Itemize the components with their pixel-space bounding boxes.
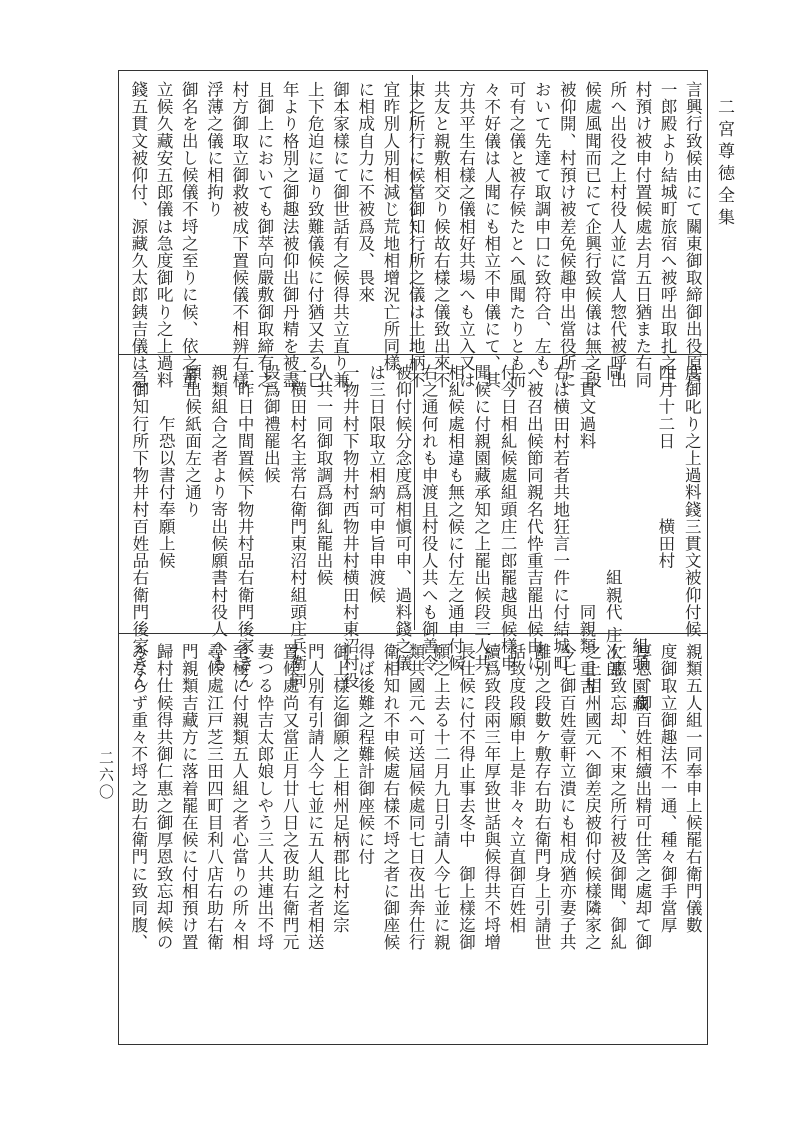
text-column: 束之所行に候當御知行所之儀は土地柄不 (406, 81, 426, 389)
text-column: 右之通何れも申渡且村役人共へも御善令 (419, 364, 439, 672)
text-column: 聞候に付親園藏承知之上罷出候段三人共 (471, 364, 491, 672)
text-column: 乍恐以書付奉願上候 (156, 364, 176, 570)
text-column: 錢五貫文被仰付、源藏久太郎銕吉儀は急 (128, 81, 148, 389)
text-column: へ被召出候節同親名代忰重吉罷出候由に (524, 364, 544, 672)
text-column: 段爲御禮罷出候 (261, 364, 281, 484)
text-column: 妻つる忰吉太郎娘しやう三人共連出不埒 (254, 643, 274, 951)
text-column: 四月十二日 横田村 (655, 364, 675, 570)
text-column: 願之上去る十二月九日引請人今七並に親 (431, 643, 451, 951)
text-column: 言興行致候由にて關東御取締御出役原戸 (683, 81, 703, 389)
text-column: 親類組合之者より寄出候願書村役人へも (208, 364, 228, 672)
text-column: 宜昨別人別相減じ荒地相增況亡所同樣 (380, 81, 400, 372)
text-column: 一横田村名主常右衛門東沼村組頭庄兵衛同 (287, 364, 307, 689)
text-column: 上下危迫に逼り致難儀候に付猶又去る巳 (305, 81, 325, 389)
text-column: 御名を出し候儀不埒之至りに候、依之重 (179, 81, 199, 389)
text-column: 歸村仕候得共御仁惠之御厚恩致忘却候の (154, 643, 174, 951)
text-column: 厚恩、御百姓相續出精可仕筈之處却て御 (632, 643, 652, 951)
text-column: 々不好儀は人聞にも相立不申儀にて、其 (481, 81, 501, 389)
text-column: 被仰開、村預け被差免候趣申出當役所に (557, 81, 577, 389)
text-column: 至極に付親類五人組之者心當りの所々相 (229, 643, 249, 951)
text-column: 一昨日中間置候下物井村品右衛門後家きん (235, 364, 255, 689)
text-column: 一物井村下物井村西物井村横田村東沼村役 (340, 364, 360, 689)
text-column: 衛相知れ不申候處右樣不埒之者に御座候 (380, 643, 400, 951)
text-column: 且御上においても御萃向嚴敷御取締有之 (254, 81, 274, 389)
text-column: 話致度段願申上是非々々立直御百姓相 (506, 643, 526, 934)
text-column: 御本家樣にて御世話有之候得共立直り兼 (330, 81, 350, 389)
text-column: 御上樣迄御願之上相州足柄郡比村迄宗 (330, 643, 350, 934)
text-column: 浮薄之儀に相拘り (204, 81, 224, 218)
text-column: 三貫文過料 同親類 重吉 (577, 364, 596, 695)
text-column: 可有之儀と被存候たとへ風聞たりとも而 (506, 81, 526, 389)
text-column: 同 組親代 庄次郎 (603, 364, 623, 678)
text-column: 長仕候に付不得止事去冬中 御上樣迄御 (456, 643, 476, 951)
text-column: 組頭 園藏 (629, 364, 649, 712)
text-column: 願出候紙面左之通り (182, 364, 202, 518)
upper-text-section (119, 75, 707, 389)
text-column: 離別之段數ケ敷存右助右衛門身上引請世 (532, 643, 552, 951)
text-column: 村預け被申付置候處去月五日猶また右同 (632, 81, 652, 389)
text-column: 所へ出役之上村役人並に當人惣代被呼出 (607, 81, 627, 389)
middle-text-section (119, 358, 707, 712)
text-column: 人共一同御取調爲御糺罷出候 (314, 364, 333, 587)
text-column: 得ば後難之程難計御座候に付 (355, 643, 375, 866)
text-column: に相成自力に不被爲及、畏來 (355, 81, 375, 304)
text-column: 親類五人組一同奉申上候罷右衛門儀數 (683, 643, 703, 934)
text-column: 門親類吉藏方に落着罷在候に付相預け置 (179, 643, 199, 951)
text-column: 門人別有引請人今七並に五人組之者相送 (305, 643, 325, 951)
text-column: 之上相州國元へ御差戻被仰付候樣隣家之 (582, 643, 602, 951)
text-column: 尋候處江戸芝三田四町目利八店右助右衛 (204, 643, 224, 951)
text-column: おいて先達て取調申口に致符合、左も (532, 81, 552, 372)
page-number: 二六〇 (97, 750, 115, 801)
text-column: 一御知行所下物井村百姓品右衛門後家きん (129, 364, 149, 689)
book-title-header: 二宮尊徳全集 (714, 98, 734, 230)
lower-text-section (119, 637, 707, 1042)
text-column: 年より格別之御趣法被仰出御丹精を被盡 (280, 81, 300, 389)
text-column: 村方御取立御救被成下置候儀不相辨右樣 (229, 81, 249, 389)
text-column: 立候久藏安五郎儀は急度御叱り之上過料 (154, 81, 174, 389)
text-column: 右は横田村若者共地狂言一件に付結城町 (550, 364, 570, 672)
page-frame (118, 70, 708, 1045)
text-column: 候處風聞而已にて企興行致候儀は無之段 (582, 81, 602, 389)
text-column: は三日限取立相納可申旨申渡候 (366, 364, 386, 604)
text-column: 今七御百姓壹軒立潰にも相成猶亦妻子共 (557, 643, 577, 951)
text-column: 置候處尚又當正月廿八日之夜助右衛門元 (280, 643, 300, 951)
text-column: 續爲致段兩三年厚致世話與候得共不埒增 (481, 643, 501, 951)
text-column: 付今日相糺候處組頭庄二郎罷越與候樣申 (498, 364, 518, 672)
text-column: みならず重々不埒之助右衛門に致同腹、 (128, 643, 148, 951)
text-column: 度御叱り之上過料錢三貫文被仰付候 (682, 364, 702, 638)
text-column: 仁惠致忘却、不束之所行被及御聞、御糺 (607, 643, 627, 951)
text-column: 被仰付候分念度爲相愼可申、過料錢之儀 (392, 364, 412, 672)
column-separator-line (414, 358, 415, 630)
text-column: 方共平生右樣之儀相好共場へも立入又は (456, 81, 476, 389)
section-divider-line (119, 633, 707, 634)
text-column: 一郎殿より結城町旅宿へ被呼出取扎之上 (658, 81, 678, 389)
section-divider-line (119, 354, 707, 355)
text-column: 共友と親敷相交り候故右樣之儀致出來不 (431, 81, 451, 389)
text-column: 類共國元へ可送屆候處同七日夜出奔仕行 (406, 643, 426, 951)
text-column: 度御取立御趣法不一通、種々御手當厚 (658, 643, 678, 934)
text-column: 相糺候處相違も無之候に付左之通申付候 (445, 364, 465, 672)
